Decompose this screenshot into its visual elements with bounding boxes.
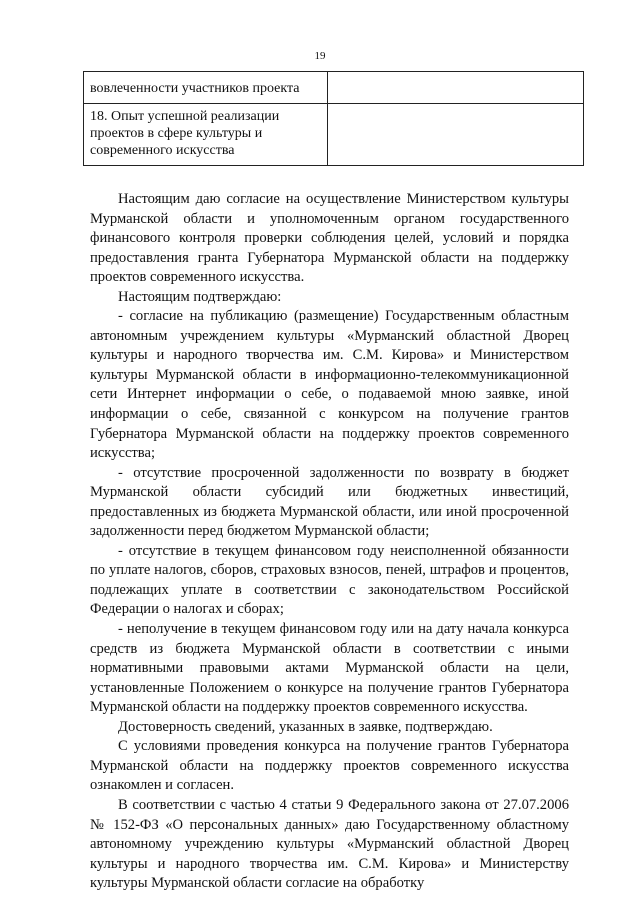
list-item-no-overdue-debt: - отсутствие просроченной задолженности по возврату в бюджет Мурманской области субсидий или бюджетных инвестиций, предоставленных из бюджета Мурманской области, или иной просроченной задолженности перед бюджетом Мурманской области; [90,464,569,540]
personal-data-consent-paragraph: В соответствии с частью 4 статьи 9 Федерального закона от 27.07.2006 № 152-ФЗ «О персональных данных» даю Государственному областному автономному учреждению культуры «Мурманский областной Дворец культуры и народного творчества им. С.М. Кирова» и Министерству культуры Мурманской области согласие на обработку [90,796,569,892]
value-cell [328,72,584,104]
criterion-cell: вовлеченности участников проекта [84,72,328,104]
page-number: 19 [314,50,326,62]
criteria-table [83,71,584,166]
table-row [84,104,584,166]
accuracy-paragraph: Достоверность сведений, указанных в заявке, подтверждаю. [118,718,493,735]
value-cell [328,104,584,166]
list-item-no-other-funding: - неполучение в текущем финансовом году или на дату начала конкурса средств из бюджета Мурманской области в соответствии с иными нормативными правовыми актами Мурманской области на цели, установленные Положением о конкурсе на получение грантов Губернатора Мурманской области на поддержку проектов современного искусства. [90,621,569,716]
confirmation-heading: Настоящим подтверждаю: [118,288,282,305]
terms-acknowledgement-paragraph: С условиями проведения конкурса на получение грантов Губернатора Мурманской области на поддержку проектов современного искусства ознакомлен и согласен. [90,738,569,794]
criterion-cell: 18. Опыт успешной реализации проектов в сфере культуры и современного искусства [84,104,328,166]
document-body [90,190,569,894]
table-row [84,72,584,104]
list-item-publication-consent: - согласие на публикацию (размещение) Государственным областным автономным учреждением культуры «Мурманский областной Дворец культуры и народного творчества им. С.М. Кирова» и Министерством культуры Мурманской области в информационно-телекоммуникационной сети Интернет информации о себе, о подаваемой мною заявке, иной информации о себе, связанной с конкурсом на получение грантов Губернатора Мурманской области на поддержку проектов современного искусства; [90,308,569,462]
consent-paragraph: Настоящим даю согласие на осуществление Министерством культуры Мурманской области и уполномоченным органом государственного финансового контроля проверки соблюдения целей, условий и порядка предоставления гранта Губернатора Мурманской области на поддержку проектов современного искусства. [90,191,569,286]
list-item-no-tax-arrears: - отсутствие в текущем финансовом году неисполненной обязанности по уплате налогов, сборов, страховых взносов, пеней, штрафов и процентов, подлежащих уплате в соответствии с законодательством Российской Федерации о налогах и сборах; [90,542,569,618]
